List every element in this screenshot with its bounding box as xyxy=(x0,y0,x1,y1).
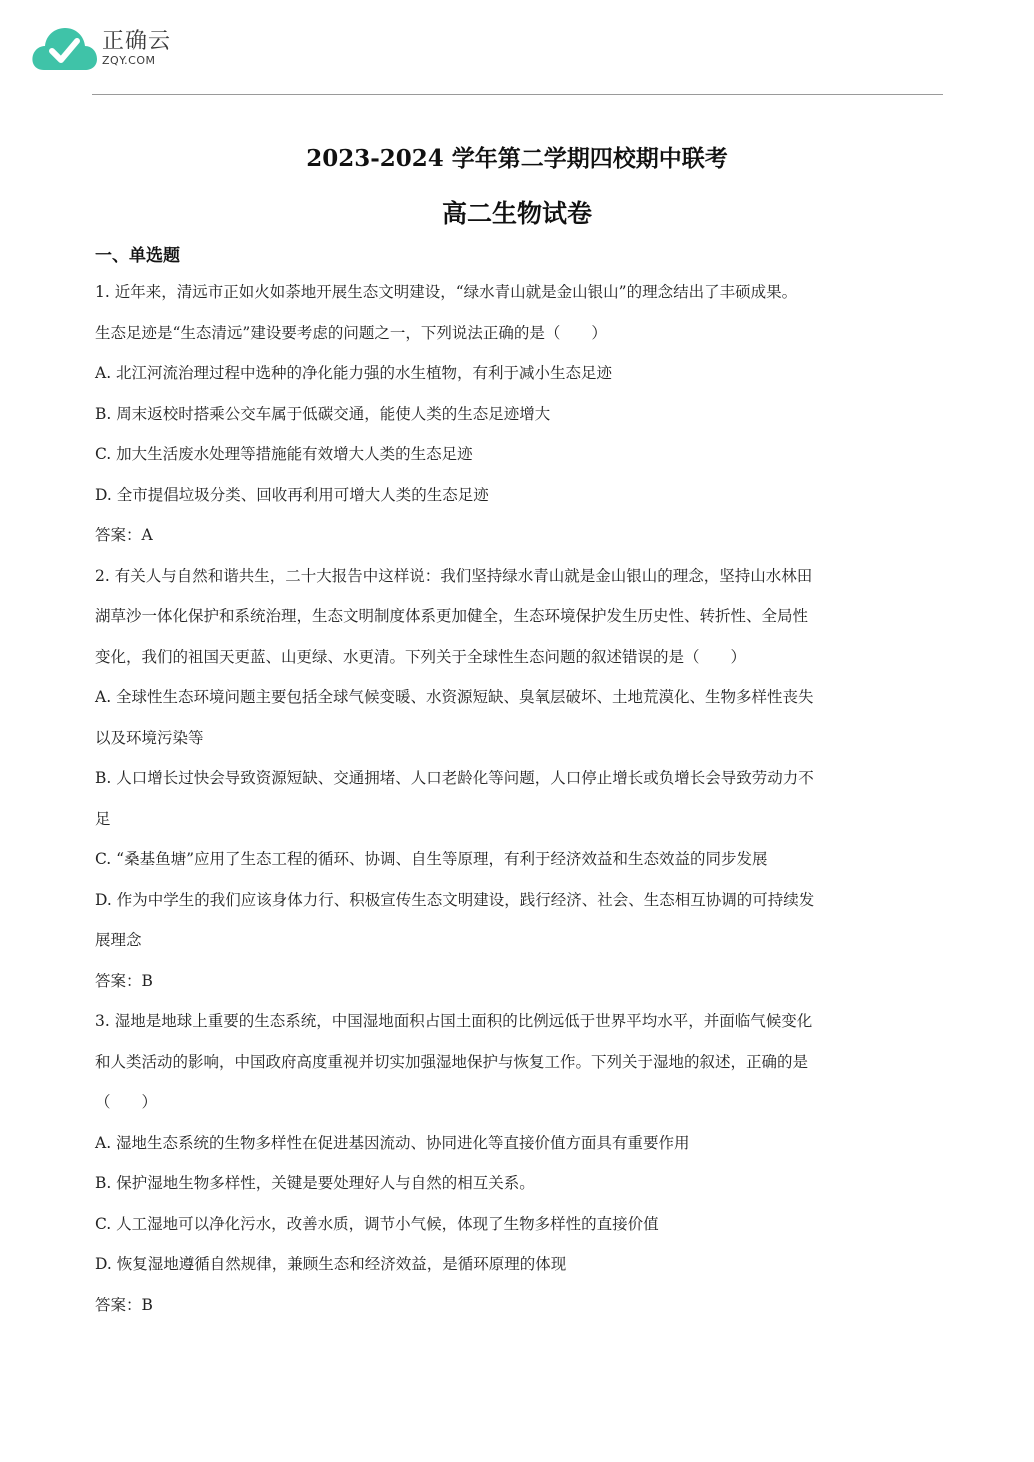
question-stem-line: （ ） xyxy=(95,1093,158,1111)
option-text-line: 展理念 xyxy=(95,931,142,949)
logo-name: 正确云 xyxy=(102,29,172,54)
option-text-line: A. 北江河流治理过程中选种的净化能力强的水生植物，有利于减小生态足迹 xyxy=(95,364,613,382)
option-text-line: B. 周末返校时搭乘公交车属于低碳交通，能使人类的生态足迹增大 xyxy=(95,404,551,423)
answer-option xyxy=(95,475,945,516)
answer-option xyxy=(95,353,945,394)
option-text-line: C. 人工湿地可以净化污水，改善水质，调节小气候，体现了生物多样性的直接价值 xyxy=(95,1214,659,1233)
cloud-check-icon xyxy=(30,24,98,74)
answer-option xyxy=(95,1123,945,1164)
option-text-line: B. 人口增长过快会导致资源短缺、交通拥堵、人口老龄化等问题，人口停止增长或负增长会导致劳动力不 xyxy=(95,769,814,787)
option-text-line: C. 加大生活废水处理等措施能有效增大人类的生态足迹 xyxy=(95,445,473,463)
option-text-line: B. 保护湿地生物多样性，关键是要处理好人与自然的相互关系。 xyxy=(95,1174,535,1192)
answer-option xyxy=(95,1204,945,1245)
answer-option xyxy=(95,758,945,839)
option-text-line: C. “桑基鱼塘”应用了生态工程的循环、协调、自生等原理，有利于经济效益和生态效益的同步发展 xyxy=(95,850,768,868)
answer-option xyxy=(95,434,945,475)
logo-domain: ZQY.COM xyxy=(102,54,156,67)
option-text-line: A. 全球性生态环境问题主要包括全球气候变暖、水资源短缺、臭氧层破坏、土地荒漠化、生物多样性丧失 xyxy=(95,688,814,706)
answer-key: 答案：B xyxy=(95,1295,153,1314)
logo-text xyxy=(102,30,171,68)
option-text-line: D. 恢复湿地遵循自然规律，兼顾生态和经济效益，是循环原理的体现 xyxy=(95,1255,567,1273)
answer-key: 答案：A xyxy=(95,526,153,544)
section-heading: 一、单选题 xyxy=(95,246,180,266)
option-text-line: 足 xyxy=(95,809,111,828)
question-list xyxy=(95,272,945,1325)
answer-option xyxy=(95,839,945,880)
exam-title: 2023-2024 学年第二学期四校期中联考 xyxy=(306,145,728,172)
answer-option xyxy=(95,677,945,758)
answer-option xyxy=(95,1163,945,1204)
option-text-line: A. 湿地生态系统的生物多样性在促进基因流动、协同进化等直接价值方面具有重要作用 xyxy=(95,1133,690,1152)
question-stem-line: 2. 有关人与自然和谐共生，二十大报告中这样说：我们坚持绿水青山就是金山银山的理念，坚持山水林田 xyxy=(95,566,813,585)
question-1 xyxy=(95,272,945,556)
option-text-line: D. 作为中学生的我们应该身体力行、积极宣传生态文明建设，践行经济、社会、生态相互协调的可持续发 xyxy=(95,890,815,909)
question-stem-line: 变化，我们的祖国天更蓝、山更绿、水更清。下列关于全球性生态问题的叙述错误的是（ ） xyxy=(95,647,747,666)
question-3 xyxy=(95,1001,945,1325)
exam-subtitle: 高二生物试卷 xyxy=(441,199,592,228)
question-stem-line: 湖草沙一体化保护和系统治理，生态文明制度体系更加健全，生态环境保护发生历史性、转折性、全局性 xyxy=(95,607,809,625)
exam-content xyxy=(95,240,945,1325)
option-text-line: D. 全市提倡垃圾分类、回收再利用可增大人类的生态足迹 xyxy=(95,485,489,504)
question-stem-line: 3. 湿地是地球上重要的生态系统，中国湿地面积占国土面积的比例远低于世界平均水平，并面临气候变化 xyxy=(95,1012,813,1030)
question-stem-line: 和人类活动的影响，中国政府高度重视并切实加强湿地保护与恢复工作。下列关于湿地的叙述，正确的是 xyxy=(95,1052,809,1071)
answer-option xyxy=(95,394,945,435)
question-stem-line: 1. 近年来，清远市正如火如荼地开展生态文明建设，“绿水青山就是金山银山”的理念结出了丰硕成果。 xyxy=(95,283,798,301)
question-stem-line: 生态足迹是“生态清远”建设要考虑的问题之一，下列说法正确的是（ ） xyxy=(95,323,607,342)
answer-option xyxy=(95,880,945,961)
header-divider xyxy=(92,94,943,95)
option-text-line: 以及环境污染等 xyxy=(95,728,204,747)
brand-logo xyxy=(30,22,171,76)
question-2 xyxy=(95,556,945,1002)
answer-option xyxy=(95,1244,945,1285)
answer-key: 答案：B xyxy=(95,971,153,990)
